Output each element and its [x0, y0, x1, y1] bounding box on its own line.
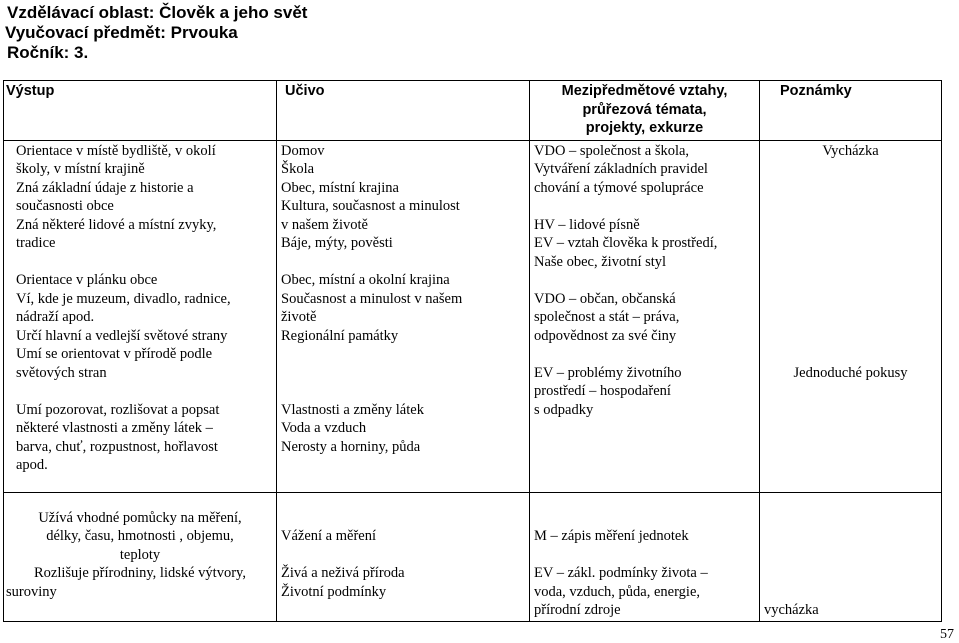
cell-line	[762, 179, 939, 198]
cell-line: některé vlastnosti a změny látek –	[16, 420, 213, 436]
cell-line	[534, 509, 757, 528]
cell-line	[534, 345, 757, 364]
cell-line	[762, 290, 939, 309]
cell-line: přírodní zdroje	[534, 602, 621, 618]
cell-line: Vytváření základních pravidel	[534, 161, 708, 177]
column-header-vztahy-line: průřezová témata,	[582, 101, 707, 118]
cell-line: Užívá vhodné pomůcky na měření,	[38, 509, 242, 526]
cell-line: Umí pozorovat, rozlišovat a popsat	[16, 401, 220, 418]
cell-line: Báje, mýty, pověsti	[281, 235, 393, 251]
cell-line: Určí hlavní a vedlejší světové strany	[16, 327, 228, 344]
cell-line: Regionální památky	[281, 327, 399, 344]
cell-line: voda, vzduch, půda, energie,	[534, 583, 701, 600]
cell-line	[281, 364, 527, 383]
cell-line	[534, 197, 757, 216]
cell-line: životě	[281, 309, 317, 325]
cell-vystup	[4, 140, 277, 492]
cell-line	[762, 216, 939, 235]
cell-line: HV – lidové písně	[534, 216, 640, 233]
cell-line: suroviny	[6, 583, 57, 600]
cell-line	[762, 253, 939, 272]
cell-line: Vycházka	[822, 142, 879, 159]
column-header-poznamky: Poznámky	[760, 81, 942, 141]
cell-line	[762, 160, 939, 179]
cell-line	[762, 271, 939, 290]
cell-line	[281, 509, 527, 528]
cell-line: Obec, místní krajina	[281, 179, 399, 196]
cell-line: nádraží apod.	[16, 309, 95, 325]
cell-line	[281, 253, 527, 272]
cell-line: společnost a stát – práva,	[534, 309, 680, 325]
grade-heading: Ročník: 3.	[7, 43, 89, 62]
curriculum-table	[3, 80, 942, 622]
cell-line	[762, 197, 939, 216]
cell-line	[281, 345, 527, 364]
column-header-ucivo: Učivo	[277, 81, 530, 141]
column-header-vztahy	[530, 81, 760, 141]
cell-line: M – zápis měření jednotek	[534, 528, 689, 544]
cell-poznamky	[760, 492, 942, 621]
cell-line: s odpadky	[534, 401, 594, 418]
cell-line	[764, 509, 939, 528]
cell-line: prostředí – hospodaření	[534, 383, 671, 399]
cell-line: teploty	[119, 546, 161, 563]
cell-line	[762, 234, 939, 253]
cell-line: v našem životě	[281, 216, 368, 233]
table-row	[4, 492, 942, 621]
cell-line: Současnost a minulost v našem	[281, 290, 463, 307]
cell-line	[764, 546, 939, 565]
cell-line	[16, 253, 274, 272]
cell-line	[764, 527, 939, 546]
column-header-vztahy-line: projekty, exkurze	[585, 120, 704, 136]
cell-line: Životní podmínky	[281, 583, 387, 600]
page-number: 57	[940, 627, 954, 642]
cell-vztahy	[530, 140, 760, 492]
cell-line: současnosti obce	[16, 198, 114, 214]
cell-line: Vlastnosti a změny látek	[281, 401, 424, 418]
cell-line: Orientace v místě bydliště, v okolí	[16, 142, 216, 159]
cell-line: Zná základní údaje z historie a	[16, 179, 194, 196]
cell-line: Vážení a měření	[281, 528, 377, 544]
cell-vztahy	[530, 492, 760, 621]
cell-ucivo	[277, 492, 530, 621]
cell-line	[281, 546, 527, 565]
cell-line: chování a týmové spolupráce	[534, 179, 704, 196]
cell-line	[762, 327, 939, 346]
cell-line: EV – problémy životního	[534, 364, 682, 381]
cell-line: vycházka	[764, 602, 819, 618]
cell-line: Nerosty a horniny, půda	[281, 438, 421, 455]
table-row	[4, 140, 942, 492]
cell-line	[764, 564, 939, 583]
cell-line: školy, v místní krajině	[16, 161, 145, 177]
cell-line: VDO – společnost a škola,	[534, 142, 690, 159]
cell-line: odpovědnost za své činy	[534, 327, 677, 344]
cell-line: Zná některé lidové a místní zvyky,	[16, 216, 217, 233]
cell-line: Kultura, současnost a minulost	[281, 198, 460, 214]
column-header-vystup: Výstup	[4, 81, 277, 141]
cell-line: Rozlišuje přírodniny, lidské výtvory,	[34, 565, 246, 581]
cell-line: Voda a vzduch	[281, 420, 367, 436]
cell-line	[764, 583, 939, 602]
cell-vystup	[4, 492, 277, 621]
cell-ucivo	[277, 140, 530, 492]
cell-line	[281, 382, 527, 401]
cell-line	[16, 382, 274, 401]
cell-line: tradice	[16, 235, 56, 251]
cell-line: EV – vztah člověka k prostředí,	[534, 235, 718, 251]
subject-heading: Vyučovací předmět: Prvouka	[5, 23, 238, 42]
cell-line: Obec, místní a okolní krajina	[281, 272, 450, 288]
cell-line: apod.	[16, 457, 48, 473]
cell-line	[762, 345, 939, 364]
cell-line: délky, času, hmotnosti , objemu,	[46, 528, 234, 544]
table-header-row	[4, 81, 942, 141]
cell-line: Škola	[281, 161, 315, 177]
cell-line: VDO – občan, občanská	[534, 290, 676, 307]
cell-line: Umí se orientovat v přírodě podle	[16, 346, 213, 362]
cell-line: barva, chuť, rozpustnost, hořlavost	[16, 438, 218, 455]
cell-line: Domov	[281, 142, 325, 159]
cell-line: Orientace v plánku obce	[16, 272, 158, 288]
cell-line: Jednoduché pokusy	[793, 364, 908, 381]
subject-area-heading: Vzdělávací oblast: Člověk a jeho svět	[7, 3, 308, 22]
cell-line: Naše obec, životní styl	[534, 253, 667, 270]
cell-line	[534, 271, 757, 290]
cell-line: světových stran	[16, 364, 107, 381]
cell-poznamky	[760, 140, 942, 492]
cell-line: EV – zákl. podmínky života –	[534, 565, 708, 581]
cell-line: Živá a neživá příroda	[281, 565, 405, 581]
cell-line: Ví, kde je muzeum, divadlo, radnice,	[16, 290, 231, 307]
column-header-vztahy-line: Mezipředmětové vztahy,	[561, 83, 728, 99]
cell-line	[534, 546, 757, 565]
cell-line	[762, 308, 939, 327]
